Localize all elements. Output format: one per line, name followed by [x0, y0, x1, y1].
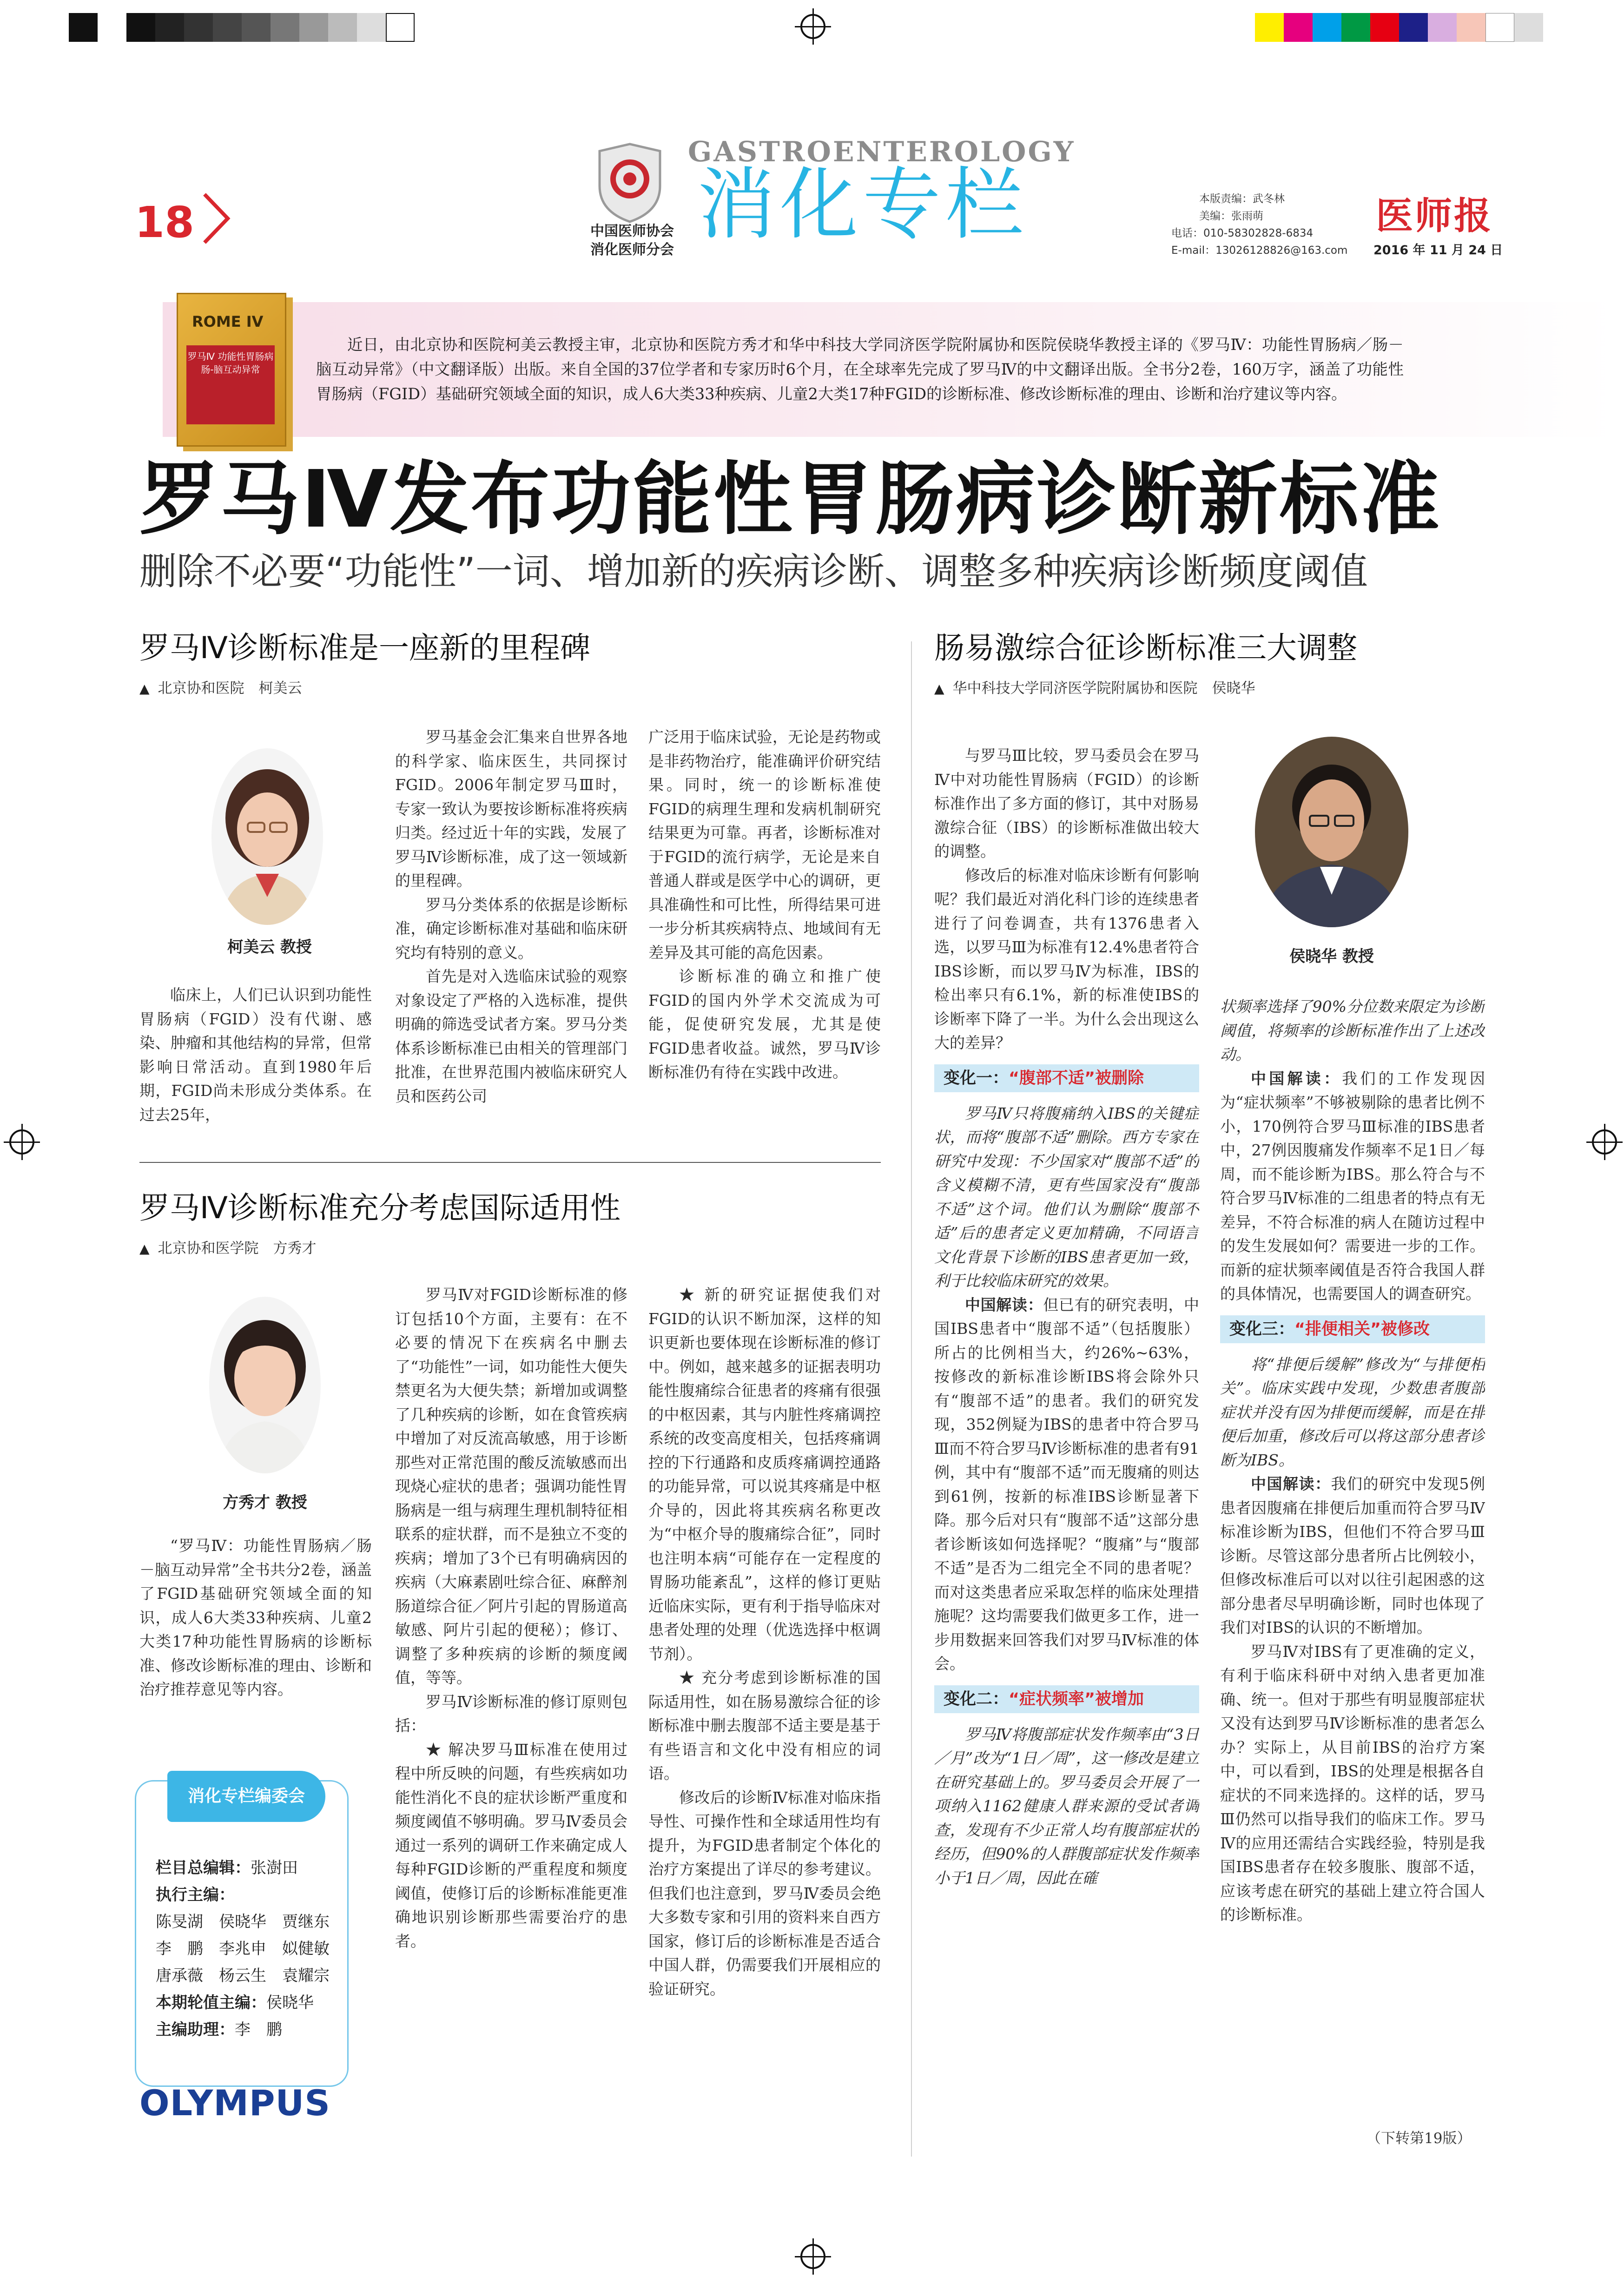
page-number: 18: [135, 198, 195, 247]
editorial-board-list: 栏目总编辑：张澍田 执行主编： 陈旻湖 侯晓华 贾继东 李 鹏 李兆申 姒健敏 唐承薇 杨云生 袁耀宗 本期轮值主编：侯晓华 主编助理：李 鹏: [156, 1859, 330, 2039]
article1-caption: 柯美云 教授: [227, 938, 312, 957]
article1-author: ▲ 北京协和医院 柯美云: [139, 680, 302, 697]
article1-title: 罗马Ⅳ诊断标准是一座新的里程碑: [139, 631, 590, 666]
article3-column1: 与罗马Ⅲ比较，罗马委员会在罗马Ⅳ中对功能性胃肠病（FGID）的诊断标准作出了多方面的修订，其中对肠易激综合征（IBS）的诊断标准做出较大的调整。 修改后的标准对临床诊断有何影响呢？我们最近对消化科门诊的连续患者进行了问卷调查，共有1376患者入选，以罗马Ⅲ为标准有12.4%患者符合IBS诊断，而以罗马Ⅳ为标准，IBS的检出率只有6.1%，新的标准使IBS的诊断率下降了一半。为什么会出现这么大的差异？ 变化一：“腹部不适”被删除 罗马Ⅳ只将腹痛纳入IBS的关键症状，而将“腹部不适”删除。西方专家在研究中发现：不少国家对“腹部不适”的含义模糊不清，更有些国家没有“腹部不适”这个词。他们认为删除“腹部不适”后的患者定义更加精确，不同语言文化背景下诊断的IBS患者更加一致，利于比较临床研究的效果。 中国解读：但已有的研究表明，中国IBS患者中“腹部不适”（包括腹胀）所占的比例相当大，约26%~63%，按修改的新标准诊断IBS将会除外只有“腹部不适”的患者。我们的研究发现，352例疑为IBS的患者中符合罗马Ⅲ而不符合罗马Ⅳ诊断标准的患者有91例，其中有“腹部不适”而无腹痛的则达到61例，按新的标准IBS诊断显著下降。那今后对只有“腹部不适”这部分患者诊断该如何选择呢？“腹痛”与“腹部不适”是否为二组完全不同的患者呢？而对这类患者应采取怎样的临床处理措施呢？这均需要我们做更多工作，进一步用数据来回答我们对罗马Ⅳ标准的体会。 变化二：“症状频率”被增加 罗马Ⅳ将腹部症状发作频率由“3日／月”改为“1日／周”，这一修改是建立在研究基础上的。罗马委员会开展了一项纳入1162健康人群来源的受试者调查，发现有不少正常人均有腹部症状的经历，但90%的人群腹部症状发作频率小于1日／周，因此在確: [934, 746, 1199, 1887]
intro-text: 近日，由北京协和医院柯美云教授主审，北京协和医院方秀才和华中科技大学同济医学院附属协和医院侯晓华教授主译的《罗马Ⅳ：功能性胃肠病／肠－脑互动异常》（中文翻译版）出版。来自全国的37位学者和专家历时6个月，在全球率先完成了罗马Ⅳ的中文翻译出版。全书分2卷，160万字，涵盖了功能性胃肠病（FGID）基础研究领域全面的知识，成人6大类33种疾病、儿童2大类17种FGID的诊断标准、修改诊断标准的理由、诊断和治疗建议等内容。: [316, 336, 1404, 403]
article1-column1: 临床上，人们已认识到功能性胃肠病（FGID）没有代谢、感染、肿瘤和其他结构的异常，但常影响日常活动。直到1980年后期，FGID尚未形成分类体系。在过去25年，: [139, 986, 372, 1124]
english-column-title: GASTROENTEROLOGY: [688, 136, 1076, 168]
column-title: 消化专栏: [697, 159, 1028, 250]
article-divider: [139, 1162, 881, 1163]
article3-author: ▲ 华中科技大学同济医学院附属协和医院 侯晓华: [934, 680, 1255, 697]
portrait-hou-xiaohua: [1255, 737, 1408, 927]
association-name: 中国医师协会 消化医师分会: [590, 223, 674, 258]
article3-column2: 状频率选择了90%分位数来限定为诊断阈值，将频率的诊断标准作出了上述改动。 中国解读：我们的工作发现因为“症状频率”不够被剔除的患者比例不小，170例符合罗马Ⅲ标准的IBS患者中，27例因腹痛发作频率不足1日／每周，而不能诊断为IBS。那么符合与不符合罗马Ⅳ标准的二组患者的特点有无差异，不符合标准的病人在随访过程中的发生发展如何？需要进一步的工作。而新的症状频率阈值是否符合我国人群的具体情况，也需要国人的调查研究。 变化三：“排便相关”被修改 将“排便后缓解”修改为“与排便相关”。临床实践中发现，少数患者腹部症状并没有因为排便而缓解，而是在排便后加重，修改后可以将这部分患者诊断为IBS。 中国解读：我们的研究中发现5例患者因腹痛在排便后加重而符合罗马Ⅳ标准诊断为IBS，但他们不符合罗马Ⅲ诊断。尽管这部分患者所占比例较小，但修改标准后可以对以往引起困惑的这部分患者尽早明确诊断，同时也体现了我们对IBS的认识的不断增加。 罗马Ⅳ对IBS有了更准确的定义，有利于临床科研中对纳入患者更加准确、统一。但对于那些有明显腹部症状又没有达到罗马Ⅳ诊断标准的患者怎么办？实际上，从目前IBS的治疗方案中，可以看到，IBS的处理是根据各自症状的不同来选择的。这样的话，罗马Ⅲ仍然可以指导我们的临床工作。罗马Ⅳ的应用还需结合实践经验，特别是我国IBS患者存在较多腹胀、腹部不适，应该考虑在研究的基础上建立符合国人的诊断标准。: [1220, 997, 1485, 1924]
article2-column1: “罗马Ⅳ：功能性胃肠病／肠－脑互动异常”全书共分2卷，涵盖了FGID基础研究领域全面的知识，成人6大类33种疾病、儿童2大类17种功能性胃肠病的诊断标准、修改诊断标准的理由、诊断和治疗推荐意见等内容。: [139, 1537, 372, 1698]
rome-iv-book-cover: ROME IV 罗马Ⅳ 功能性胃肠病 肠-脑互动异常: [177, 293, 286, 447]
association-shield-logo: [595, 142, 665, 223]
newspaper-name: 医师报: [1376, 194, 1493, 238]
article1-column2: 罗马基金会汇集来自世界各地的科学家、临床医生，共同探讨FGID。2006年制定罗马Ⅲ时，专家一致认为要按诊断标准将疾病归类。经过近十年的实践，发展了罗马Ⅳ诊断标准，成了这一领域新的里程碑。 罗马分类体系的依据是诊断标准，确定诊断标准对基础和临床研究均有特别的意义。 首先是对入选临床试验的观察对象设定了严格的入选标准，提供明确的筛选受试者方案。罗马分类体系诊断标准已由相关的管理部门批准，在世界范围内被临床研究人员和医药公司: [395, 728, 627, 1105]
main-headline: 罗马Ⅳ发布功能性胃肠病诊断新标准: [139, 454, 1441, 546]
continued-note: （下转第19版）: [1367, 2130, 1472, 2147]
registration-mark-left: [9, 1129, 34, 1155]
article3-caption: 侯晓华 教授: [1289, 947, 1374, 966]
sub-headline: 删除不必要“功能性”一词、增加新的疾病诊断、调整多种疾病诊断频度阈值: [139, 550, 1368, 593]
registration-mark-right: [1592, 1129, 1617, 1155]
registration-mark-top: [800, 14, 825, 39]
issue-date: 2016 年 11 月 24 日: [1373, 243, 1503, 257]
editorial-board-tab: 消化专栏编委会: [167, 1771, 325, 1822]
article2-column3: ★ 新的研究证据使我们对FGID的认识不断加深，这样的知识更新也要体现在诊断标准的修订中。例如，越来越多的证据表明功能性腹痛综合征患者的疼痛有很强的中枢因素，其与内脏性疼痛调控系统的改变高度相关，包括疼痛调控的下行通路和皮质疼痛调控通路的功能异常，可以说其疼痛是中枢介导的，因此将其疾病名称更改为“中枢介导的腹痛综合征”，同时也注明本病“可能存在一定程度的胃肠功能紊乱”，这样的修订更贴近临床实际，更有利于指导临床对患者处理的处理（优选选择中枢调节剂）。 ★ 充分考虑到诊断标准的国际适用性，如在肠易激综合征的诊断标准中删去腹部不适主要是基于有些语言和文化中没有相应的词语。 修改后的诊断Ⅳ标准对临床指导性、可操作性和全球适用性均有提升，为FGID患者制定个体化的治疗方案提出了详尽的参考建议。但我们也注意到，罗马Ⅳ委员会绝大多数专家和引用的资料来自西方国家，修订后的诊断标准是否适合中国人群，仍需要我们开展相应的验证研究。: [648, 1286, 881, 1998]
colour-registration-bar: [1255, 13, 1543, 42]
portrait-fang-xiucai: [209, 1297, 321, 1473]
editor-info: 本版责编：武冬林 美编：张雨萌 电话：010-58302828-6834 E-mail：13026128826@163.com: [1171, 193, 1348, 257]
article2-column2: 罗马Ⅳ对FGID诊断标准的修订包括10个方面，主要有：在不必要的情况下在疾病名中删去了“功能性”一词，如功能性大便失禁更名为大便失禁；新增加或调整了几种疾病的诊断，如在食管疾病中增加了对反流高敏感，用于诊断那些对正常范围的酸反流敏感而出现烧心症状的患者；强调功能性胃肠病是一组与病理生理机制特征相联系的症状群，而不是独立不变的疾病；增加了3个已有明确病因的疾病（大麻素剧吐综合征、麻醉剂肠道综合征／阿片引起的胃肠道高敏感、阿片引起的便秘）；修订、调整了多种疾病的诊断的频度阈值，等等。 罗马Ⅳ诊断标准的修订原则包括： ★ 解决罗马Ⅲ标准在使用过程中所反映的问题，有些疾病如功能性消化不良的症状诊断严重度和频度阈值不够明确。罗马Ⅳ委员会通过一系列的调研工作来确定成人每种FGID诊断的严重程度和频度阈值，使修订后的诊断标准能更准确地识别诊断那些需要治疗的患者。: [395, 1286, 627, 1950]
change2-box: 变化二：“症状频率”被增加: [934, 1685, 1199, 1713]
article1-column3: 广泛用于临床试验，无论是药物或是非药物治疗，能准确评价研究结果。同时，统一的诊断标准使FGID的病理生理和发病机制研究结果更为可靠。再者，诊断标准对于FGID的流行病学，无论是来自普通人群或是医学中心的调研，更具准确性和可比性，所得结果可进一步分析其疾病特点、地域间有无差异及其可能的高危因素。 诊断标准的确立和推广使FGID的国内外学术交流成为可能，促使研究发展，尤其是使FGID患者收益。诚然，罗马Ⅳ诊断标准仍有待在实践中改进。: [648, 728, 881, 1081]
article2-caption: 方秀才 教授: [223, 1493, 307, 1512]
chevron-right-icon: [200, 191, 232, 246]
change1-box: 变化一：“腹部不适”被删除: [934, 1064, 1199, 1092]
article2-title: 罗马Ⅳ诊断标准充分考虑国际适用性: [139, 1191, 621, 1226]
portrait-ke-meiyun: [211, 748, 323, 925]
olympus-sponsor-logo: OLYMPUS: [139, 2082, 331, 2124]
article2-author: ▲ 北京协和医学院 方秀才: [139, 1240, 317, 1257]
registration-mark-bottom: [800, 2244, 825, 2269]
column-separator: [911, 641, 912, 2157]
change3-box: 变化三：“排便相关”被修改: [1220, 1315, 1485, 1343]
article3-title: 肠易激综合征诊断标准三大调整: [934, 631, 1358, 666]
grayscale-registration-bar: [69, 13, 415, 42]
